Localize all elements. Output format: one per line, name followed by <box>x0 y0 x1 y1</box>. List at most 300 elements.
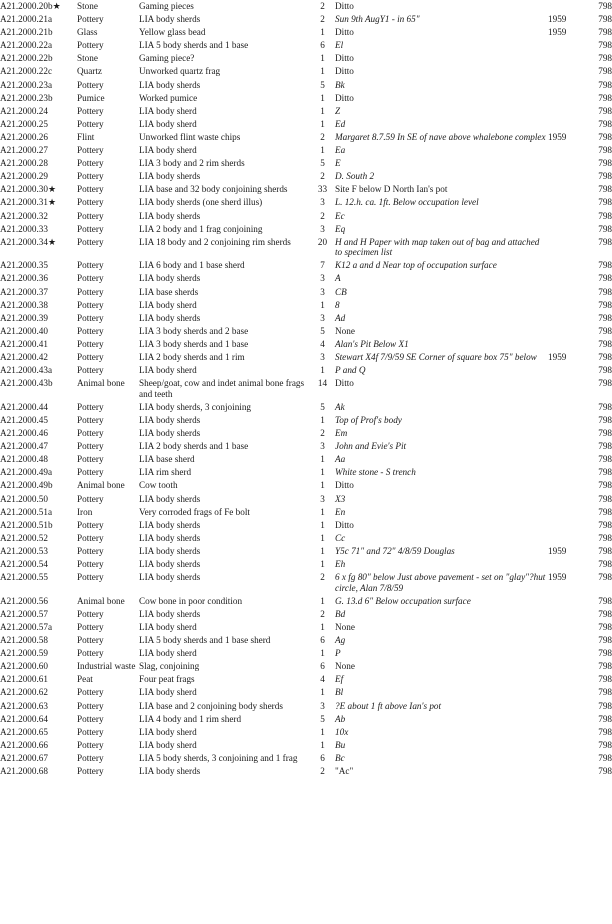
year-cell <box>548 106 577 119</box>
count-cell: 3 <box>320 700 325 711</box>
material-cell: Pottery <box>77 545 104 556</box>
box-number-cell: 798 <box>598 53 612 64</box>
year-cell <box>548 701 577 714</box>
context-cell: Ditto <box>335 53 354 64</box>
material-cell: Pottery <box>77 532 104 543</box>
material-cell: Pottery <box>77 210 104 221</box>
year-cell: 1959 <box>548 352 567 363</box>
accession-number: A21.2000.53 <box>0 545 48 556</box>
table-row <box>0 339 612 352</box>
description-cell: LIA body sherds <box>139 79 201 90</box>
year-cell <box>548 260 577 273</box>
material-cell: Pottery <box>77 286 104 297</box>
material-cell: Pottery <box>77 726 104 737</box>
box-number-cell: 798 <box>598 118 612 129</box>
year-cell <box>548 158 577 171</box>
material-cell: Pottery <box>77 79 104 90</box>
description-cell: LIA 2 body sherds and 1 base <box>139 441 249 452</box>
box-number-cell: 798 <box>598 545 612 556</box>
table-row <box>0 428 612 441</box>
year-cell <box>548 1 577 14</box>
box-number-cell: 798 <box>598 171 612 182</box>
year-cell <box>548 687 577 700</box>
count-cell: 2 <box>320 572 325 583</box>
accession-number: A21.2000.23a <box>0 79 53 90</box>
context-cell: Ea <box>335 145 346 156</box>
context-cell: Aa <box>335 454 346 465</box>
year-cell <box>548 300 577 313</box>
accession-number: A21.2000.57a <box>0 622 53 632</box>
table-row <box>0 454 612 467</box>
material-cell: Pottery <box>77 260 104 271</box>
material-cell: Pottery <box>77 184 104 195</box>
material-cell: Pottery <box>77 441 104 452</box>
year-cell <box>548 40 577 53</box>
context-cell: El <box>335 40 344 51</box>
table-row <box>0 365 612 378</box>
accession-number: A21.2000.59 <box>0 648 48 659</box>
year-cell <box>548 287 577 300</box>
box-number-cell: 798 <box>598 635 612 646</box>
table-row <box>0 260 612 273</box>
material-cell: Pottery <box>77 118 104 129</box>
description-cell: Cow bone in poor condition <box>139 595 243 606</box>
context-cell: Bc <box>335 752 345 763</box>
count-cell: 3 <box>320 286 325 297</box>
accession-number: A21.2000.48 <box>0 454 48 465</box>
accession-number: A21.2000.28 <box>0 158 48 169</box>
context-cell: Margaret 8.7.59 In SE of nave above whalebone complex <box>335 131 546 142</box>
accession-number: A21.2000.33 <box>0 223 48 234</box>
material-cell: Pottery <box>77 648 104 659</box>
material-cell: Pottery <box>77 223 104 234</box>
context-cell: Ditto <box>335 27 354 38</box>
table-row <box>0 494 612 507</box>
box-number-cell: 798 <box>598 415 612 425</box>
material-cell: Pottery <box>77 236 104 247</box>
context-cell: Top of Prof's body <box>335 415 402 425</box>
box-number-cell: 798 <box>598 260 612 271</box>
context-cell: Ad <box>335 312 346 323</box>
table-row <box>0 300 612 313</box>
description-cell: LIA 3 body and 2 rim sherds <box>139 158 245 169</box>
box-number-cell: 798 <box>598 713 612 724</box>
table-row <box>0 132 612 145</box>
count-cell: 1 <box>320 687 325 698</box>
count-cell: 1 <box>320 454 325 465</box>
context-cell: Ab <box>335 713 346 724</box>
table-row <box>0 119 612 132</box>
table-row <box>0 533 612 546</box>
accession-number: A21.2000.25 <box>0 118 48 129</box>
context-cell: Sun 9th AugY1 - in 65" <box>335 14 420 25</box>
description-cell: LIA body sherd <box>139 739 197 750</box>
count-cell: 1 <box>320 506 325 517</box>
count-cell: 1 <box>320 92 325 103</box>
year-cell <box>548 326 577 339</box>
count-cell: 2 <box>320 131 325 142</box>
accession-number: A21.2000.65 <box>0 726 48 737</box>
box-number-cell: 798 <box>598 661 612 672</box>
description-cell: Slag, conjoining <box>139 661 200 672</box>
material-cell: Pottery <box>77 635 104 646</box>
count-cell: 1 <box>320 118 325 129</box>
context-cell: Stewart X4f 7/9/59 SE Corner of square box 75" below <box>335 352 537 363</box>
count-cell: 5 <box>320 158 325 169</box>
count-cell: 1 <box>320 145 325 156</box>
count-cell: 1 <box>320 519 325 530</box>
count-cell: 2 <box>320 1 325 11</box>
box-number-cell: 798 <box>598 312 612 323</box>
description-cell: LIA body sherds <box>139 532 201 543</box>
accession-number: A21.2000.37 <box>0 286 48 297</box>
accession-number: A21.2000.42 <box>0 352 48 363</box>
box-number-cell: 798 <box>598 236 612 247</box>
accession-number: A21.2000.43b <box>0 378 53 389</box>
box-number-cell: 798 <box>598 365 612 376</box>
year-cell <box>548 378 577 402</box>
context-cell: G. 13.d 6" Below occupation surface <box>335 595 471 606</box>
accession-number: A21.2000.44 <box>0 401 48 412</box>
description-cell: LIA body sherd <box>139 145 197 156</box>
context-cell: Ag <box>335 635 346 646</box>
table-row <box>0 441 612 454</box>
material-cell: Flint <box>77 131 95 142</box>
description-cell: LIA body sherds <box>139 415 201 425</box>
context-cell: Ditto <box>335 480 354 491</box>
material-cell: Animal bone <box>77 480 125 491</box>
box-number-cell: 798 <box>598 480 612 491</box>
accession-number: A21.2000.26 <box>0 131 48 142</box>
year-cell <box>548 313 577 326</box>
box-number-cell: 798 <box>598 286 612 297</box>
table-row <box>0 1 612 14</box>
context-cell: CB <box>335 286 347 297</box>
box-number-cell: 798 <box>598 299 612 310</box>
table-row <box>0 507 612 520</box>
description-cell: LIA body sherds <box>139 519 201 530</box>
accession-number: A21.2000.22c <box>0 66 53 77</box>
count-cell: 5 <box>320 79 325 90</box>
table-row <box>0 701 612 714</box>
box-number-cell: 798 <box>598 223 612 234</box>
count-cell: 1 <box>320 595 325 606</box>
context-cell: None <box>335 661 355 672</box>
year-cell <box>548 635 577 648</box>
count-cell: 1 <box>320 105 325 116</box>
description-cell: LIA body sherds, 3 conjoining <box>139 401 252 412</box>
accession-number: A21.2000.47 <box>0 441 48 452</box>
context-cell: X3 <box>335 493 346 504</box>
table-row <box>0 415 612 428</box>
material-cell: Stone <box>77 53 98 64</box>
material-cell: Pottery <box>77 325 104 336</box>
description-cell: LIA body sherds <box>139 312 201 323</box>
table-row <box>0 313 612 326</box>
material-cell: Pottery <box>77 40 104 51</box>
accession-number: A21.2000.21a <box>0 14 53 25</box>
table-row <box>0 467 612 480</box>
year-cell <box>548 237 577 261</box>
count-cell: 3 <box>320 441 325 452</box>
box-number-cell: 798 <box>598 687 612 698</box>
description-cell: LIA 5 body sherds, 3 conjoining and 1 frag <box>139 752 298 763</box>
box-number-cell: 798 <box>598 559 612 570</box>
count-cell: 2 <box>320 210 325 221</box>
context-cell: 10x <box>335 726 349 737</box>
count-cell: 5 <box>320 325 325 336</box>
table-row <box>0 211 612 224</box>
box-number-cell: 798 <box>598 27 612 38</box>
accession-number: A21.2000.61 <box>0 674 48 685</box>
year-cell <box>548 415 577 428</box>
description-cell: LIA rim sherd <box>139 467 192 478</box>
year-cell: 1959 <box>548 14 567 25</box>
context-cell: John and Evie's Pit <box>335 441 407 452</box>
year-cell: 1959 <box>548 27 567 38</box>
accession-number: A21.2000.58 <box>0 635 48 646</box>
count-cell: 5 <box>320 401 325 412</box>
count-cell: 1 <box>320 559 325 570</box>
box-number-cell: 798 <box>598 352 612 363</box>
count-cell: 3 <box>320 273 325 284</box>
accession-number: A21.2000.51a <box>0 506 53 517</box>
table-row <box>0 559 612 572</box>
context-cell: Site F below D North Ian's pot <box>335 184 448 195</box>
material-cell: Pottery <box>77 559 104 570</box>
material-cell: Pottery <box>77 365 104 376</box>
description-cell: LIA 2 body and 1 frag conjoining <box>139 223 263 234</box>
accession-number: A21.2000.35 <box>0 260 48 271</box>
accession-number: A21.2000.54 <box>0 559 48 570</box>
box-number-cell: 798 <box>598 595 612 606</box>
context-cell: H and H Paper with map taken out of bag and attached to specimen list <box>335 236 540 258</box>
box-number-cell: 798 <box>598 40 612 51</box>
material-cell: Pottery <box>77 467 104 478</box>
count-cell: 1 <box>320 532 325 543</box>
box-number-cell: 798 <box>598 428 612 439</box>
table-row <box>0 40 612 53</box>
box-number-cell: 798 <box>598 197 612 208</box>
count-cell: 1 <box>320 66 325 77</box>
accession-number: A21.2000.38 <box>0 299 48 310</box>
context-cell: None <box>335 622 355 632</box>
year-cell <box>548 441 577 454</box>
box-number-cell: 798 <box>598 467 612 478</box>
year-cell <box>548 622 577 635</box>
context-cell: "Ac" <box>335 766 354 777</box>
accession-number: A21.2000.63 <box>0 700 48 711</box>
year-cell <box>548 648 577 661</box>
material-cell: Peat <box>77 674 93 685</box>
box-number-cell: 798 <box>598 325 612 336</box>
description-cell: LIA body sherds <box>139 545 201 556</box>
context-cell: 8 <box>335 299 340 310</box>
table-row <box>0 237 612 261</box>
material-cell: Pottery <box>77 312 104 323</box>
material-cell: Industrial waste <box>77 661 136 672</box>
year-cell <box>548 93 577 106</box>
table-row <box>0 687 612 700</box>
description-cell: Yellow glass bead <box>139 27 206 38</box>
accession-number: A21.2000.50 <box>0 493 48 504</box>
description-cell: Unworked flint waste chips <box>139 131 241 142</box>
table-row <box>0 546 612 559</box>
year-cell <box>548 661 577 674</box>
count-cell: 1 <box>320 622 325 632</box>
box-number-cell: 798 <box>598 506 612 517</box>
table-row <box>0 287 612 300</box>
description-cell: LIA 4 body and 1 rim sherd <box>139 713 242 724</box>
description-cell: LIA body sherds <box>139 171 201 182</box>
table-row <box>0 661 612 674</box>
count-cell: 3 <box>320 312 325 323</box>
box-number-cell: 798 <box>598 532 612 543</box>
material-cell: Pottery <box>77 572 104 583</box>
count-cell: 6 <box>320 752 325 763</box>
catalogue-rows <box>0 1 612 779</box>
count-cell: 1 <box>320 480 325 491</box>
context-cell: Ak <box>335 401 345 412</box>
description-cell: LIA body sherd <box>139 118 197 129</box>
description-cell: LIA body sherds <box>139 559 201 570</box>
count-cell: 6 <box>320 635 325 646</box>
accession-number: A21.2000.21b <box>0 27 53 38</box>
description-cell: LIA 5 body sherds and 1 base sherd <box>139 635 271 646</box>
box-number-cell: 798 <box>598 79 612 90</box>
year-cell <box>548 727 577 740</box>
context-cell: Y5c 71" and 72" 4/8/59 Douglas <box>335 545 455 556</box>
accession-number: A21.2000.51b <box>0 519 53 530</box>
year-cell <box>548 520 577 533</box>
box-number-cell: 798 <box>598 105 612 116</box>
material-cell: Pottery <box>77 687 104 698</box>
material-cell: Pottery <box>77 299 104 310</box>
box-number-cell: 798 <box>598 210 612 221</box>
table-row <box>0 352 612 365</box>
table-row <box>0 740 612 753</box>
context-cell: Eq <box>335 223 346 234</box>
year-cell <box>548 273 577 286</box>
accession-number: A21.2000.57 <box>0 608 48 619</box>
year-cell <box>548 596 577 609</box>
description-cell: LIA 5 body sherds and 1 base <box>139 40 249 51</box>
count-cell: 3 <box>320 493 325 504</box>
description-cell: LIA body sherd <box>139 105 197 116</box>
year-cell <box>548 119 577 132</box>
accession-number: A21.2000.22a <box>0 40 53 51</box>
table-row <box>0 609 612 622</box>
material-cell: Glass <box>77 27 98 38</box>
material-cell: Animal bone <box>77 378 125 389</box>
table-row <box>0 93 612 106</box>
year-cell <box>548 559 577 572</box>
table-row <box>0 674 612 687</box>
count-cell: 2 <box>320 14 325 25</box>
box-number-cell: 798 <box>598 674 612 685</box>
count-cell: 1 <box>320 365 325 376</box>
count-cell: 33 <box>317 184 328 195</box>
material-cell: Pottery <box>77 401 104 412</box>
material-cell: Quartz <box>77 66 102 77</box>
description-cell: LIA body sherd <box>139 299 197 310</box>
table-row <box>0 480 612 493</box>
accession-number: A21.2000.62 <box>0 687 48 698</box>
material-cell: Pottery <box>77 766 104 777</box>
description-cell: LIA body sherd <box>139 726 197 737</box>
context-cell: D. South 2 <box>335 171 375 182</box>
material-cell: Pottery <box>77 713 104 724</box>
table-row <box>0 197 612 210</box>
context-cell: Cc <box>335 532 346 543</box>
material-cell: Pottery <box>77 493 104 504</box>
box-number-cell: 798 <box>598 493 612 504</box>
table-row <box>0 378 612 402</box>
description-cell: Unworked quartz frag <box>139 66 221 77</box>
description-cell: LIA body sherds <box>139 493 201 504</box>
year-cell: 1959 <box>548 545 567 556</box>
box-number-cell: 798 <box>598 752 612 763</box>
box-number-cell: 798 <box>598 519 612 530</box>
box-number-cell: 798 <box>598 378 612 389</box>
table-row <box>0 80 612 93</box>
material-cell: Pottery <box>77 105 104 116</box>
description-cell: Gaming piece? <box>139 53 195 64</box>
year-cell <box>548 80 577 93</box>
box-number-cell: 798 <box>598 145 612 156</box>
accession-number: A21.2000.64 <box>0 713 48 724</box>
table-row <box>0 184 612 197</box>
count-cell: 1 <box>320 648 325 659</box>
accession-number: A21.2000.46 <box>0 428 48 439</box>
box-number-cell: 798 <box>598 401 612 412</box>
box-number-cell: 798 <box>598 158 612 169</box>
count-cell: 14 <box>317 378 328 389</box>
table-row <box>0 171 612 184</box>
description-cell: Four peat frags <box>139 674 195 685</box>
material-cell: Animal bone <box>77 595 125 606</box>
count-cell: 1 <box>320 53 325 64</box>
description-cell: LIA body sherds <box>139 608 201 619</box>
description-cell: Worked pumice <box>139 92 198 103</box>
count-cell: 5 <box>320 713 325 724</box>
material-cell: Pottery <box>77 415 104 425</box>
context-cell: Ditto <box>335 66 354 77</box>
year-cell <box>548 145 577 158</box>
context-cell: En <box>335 506 346 517</box>
context-cell: L. 12.h. ca. 1ft. Below occupation level <box>335 197 479 208</box>
box-number-cell: 798 <box>598 648 612 659</box>
context-cell: Bk <box>335 79 345 90</box>
context-cell: E <box>335 158 341 169</box>
table-row <box>0 596 612 609</box>
accession-number: A21.2000.66 <box>0 739 48 750</box>
description-cell: LIA body sherds <box>139 766 201 777</box>
count-cell: 1 <box>320 415 325 425</box>
year-cell <box>548 365 577 378</box>
description-cell: LIA body sherd <box>139 687 197 698</box>
context-cell: Ef <box>335 674 344 685</box>
material-cell: Pottery <box>77 338 104 349</box>
description-cell: Very corroded frags of Fe bolt <box>139 506 250 517</box>
year-cell <box>548 674 577 687</box>
context-cell: A <box>335 273 341 284</box>
context-cell: Bl <box>335 687 344 698</box>
box-number-cell: 798 <box>598 608 612 619</box>
count-cell: 1 <box>320 299 325 310</box>
accession-number: A21.2000.29 <box>0 171 48 182</box>
count-cell: 20 <box>317 236 328 247</box>
